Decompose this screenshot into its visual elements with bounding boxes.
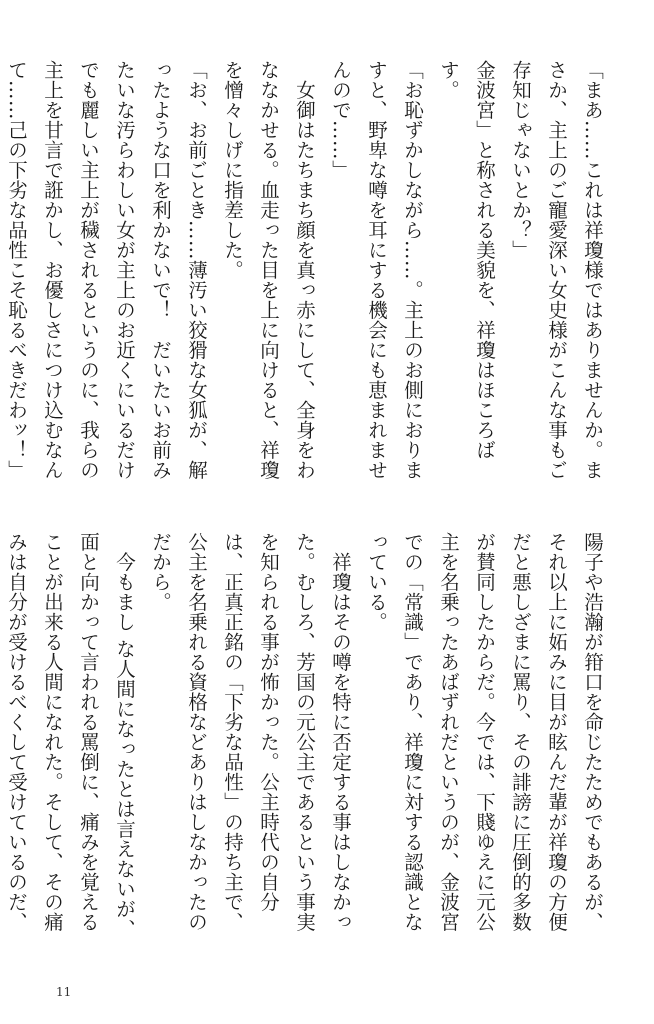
page-number: 11 — [56, 985, 72, 999]
paragraph: 女御はたちまち顔を真っ赤にして、全身をわななかせる。血走った目を上に向けると、祥瓊を憎々しげに指差した。 — [221, 60, 316, 480]
paragraph: 今もまし な人間になったとは言えないが、面と向かって言われる罵倒に、痛みを覚えることが出来る人間になれた。そして、その痛みは自分が受けるべくして受けているのだ、 — [5, 532, 136, 939]
paragraph: 祥瓊はその噂を特に否定する事はしなかった。むしろ、芳国の元公主であるという事実を知られる事が怖かった。公主時代の自分は、正真正銘の「下劣な品性」の持ち主で、公主を名乗れる資格などありはしなかったのだから。 — [149, 532, 352, 932]
paragraph: 「お、お前ごとき……薄汚い狡猾な女狐が、解ったような口を利かないで！ だいたいお前みたいな汚らわしい女が主上のお近くにいるだけでも麗しい主上が穢されるというのに、我らの主上を甘言で誑かし、お優しさにつけ込むなんて……己の下劣な品性こそ恥るべきだわッ！」 — [5, 60, 208, 480]
paragraph: 「お恥ずかしながら……。主上のお側におりますと、野卑な噂を耳にする機会にも恵まれませんので……」 — [329, 60, 424, 480]
lower-text-block — [5, 532, 610, 942]
paragraph: 金波宮」と称される美貌を、祥瓊はほころばす。 — [437, 60, 496, 460]
paragraph: 「まあ……これは祥瓊様ではありませんか。まさか、主上のご寵愛深い女史様がこんな事もご存知じゃないとか？」 — [509, 60, 604, 480]
upper-text-block — [5, 60, 610, 480]
paragraph: 陽子や浩瀚が箝口を命じたためでもあるが、それ以上に妬みに目が眩んだ輩が祥瓊の方便だと悪しざまに罵り、その誹謗に圧倒的多数が賛同したからだ。今では、下賤ゆえに元公主を名乗ったあばずれだというのが、金波宮での「常識」であり、祥瓊に対する認識となっている。 — [365, 532, 604, 932]
